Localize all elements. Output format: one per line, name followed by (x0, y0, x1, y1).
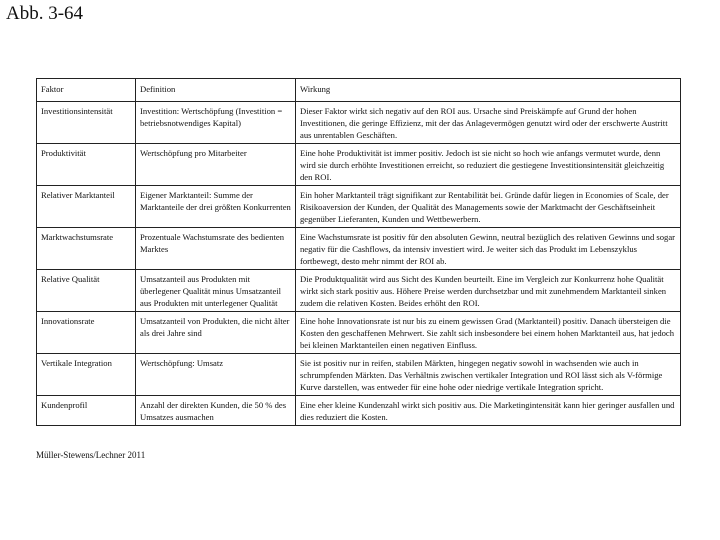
column-header-faktor: Faktor (37, 79, 136, 102)
faktor-table (36, 78, 681, 426)
cell-faktor: Relativer Marktanteil (37, 186, 136, 228)
cell-definition: Eigener Marktanteil: Summe der Marktanteile der drei größten Konkurrenten (136, 186, 296, 228)
cell-faktor: Marktwachstumsrate (37, 228, 136, 270)
table-header-row (37, 79, 681, 102)
cell-definition: Prozentuale Wachstumsrate des bedienten Marktes (136, 228, 296, 270)
cell-faktor: Produktivität (37, 144, 136, 186)
source-citation: Müller-Stewens/Lechner 2011 (36, 450, 146, 460)
cell-wirkung: Eine eher kleine Kundenzahl wirkt sich positiv aus. Die Marketingintensität kann hier geringer ausfallen und dies reduziert die Kosten. (296, 396, 681, 426)
cell-wirkung: Ein hoher Marktanteil trägt signifikant zur Rentabilität bei. Gründe dafür liegen in Economies of Scale, der Risikoaversion der Kunden, der Qualität des Managements sowie der Marktmacht der Geschäftseinheit gegenüber Lieferanten, Kunden und Wettbewerbern. (296, 186, 681, 228)
cell-definition: Umsatzanteil von Produkten, die nicht älter als drei Jahre sind (136, 312, 296, 354)
table-row (37, 144, 681, 186)
cell-definition: Wertschöpfung: Umsatz (136, 354, 296, 396)
cell-faktor: Investitionsintensität (37, 102, 136, 144)
table-row (37, 396, 681, 426)
cell-wirkung: Sie ist positiv nur in reifen, stabilen Märkten, hingegen negativ sowohl in wachsenden wie auch in schrumpfenden Märkten. Das Verhältnis zwischen vertikaler Integration und ROI lässt sich als V-förmige Kurve darstellen, was entweder für eine hohe oder niedrige vertikale Integration spricht. (296, 354, 681, 396)
cell-wirkung: Eine hohe Innovationsrate ist nur bis zu einem gewissen Grad (Marktanteil) positiv. Danach übersteigen die Kosten den geschaffenen Mehrwert. Sie zahlt sich insbesondere bei einem hohen Marktanteil aus, hat jedoch bei kleinen Marktanteilen einen negativen Einfluss. (296, 312, 681, 354)
column-header-definition: Definition (136, 79, 296, 102)
cell-faktor: Vertikale Integration (37, 354, 136, 396)
cell-faktor: Innovationsrate (37, 312, 136, 354)
cell-wirkung: Die Produktqualität wird aus Sicht des Kunden beurteilt. Eine im Vergleich zur Konkurrenz hohe Qualität wirkt sich stark positiv aus. Höhere Preise werden durchsetzbar und mit zunehmendem Marktanteil sinken zudem die relativen Kosten. Beides erhöht den ROI. (296, 270, 681, 312)
cell-definition: Umsatzanteil aus Produkten mit überlegener Qualität minus Umsatzanteil aus Produkten mit unterlegener Qualität (136, 270, 296, 312)
cell-definition: Anzahl der direkten Kunden, die 50 % des Umsatzes ausmachen (136, 396, 296, 426)
cell-definition: Investition: Wertschöpfung (Investition = betriebsnotwendiges Kapital) (136, 102, 296, 144)
table-row (37, 270, 681, 312)
page-title: Abb. 3-64 (6, 3, 84, 24)
cell-wirkung: Eine Wachstumsrate ist positiv für den absoluten Gewinn, neutral bezüglich des relativen Gewinns und sogar negativ für die Cashflows, da intensiv investiert wird. Je weiter sich das Produkt im Lebenszyklus fortbewegt, desto mehr nimmt der ROI ab. (296, 228, 681, 270)
cell-wirkung: Eine hohe Produktivität ist immer positiv. Jedoch ist sie nicht so hoch wie anfangs vermutet wurde, denn wird sie durch erhöhte Investitionen erreicht, so reduziert die gestiegene Investitionsintensität gleichzeitig den ROI. (296, 144, 681, 186)
cell-faktor: Relative Qualität (37, 270, 136, 312)
cell-wirkung: Dieser Faktor wirkt sich negativ auf den ROI aus. Ursache sind Preiskämpfe auf Grund der hohen Investitionen, die geringe Effizienz, mit der das Anlagevermögen genutzt wird oder der erschwerte Austritt aus unrentablen Geschäften. (296, 102, 681, 144)
table-row (37, 354, 681, 396)
cell-definition: Wertschöpfung pro Mitarbeiter (136, 144, 296, 186)
table-row (37, 228, 681, 270)
column-header-wirkung: Wirkung (296, 79, 681, 102)
table-row (37, 312, 681, 354)
table-row (37, 102, 681, 144)
cell-faktor: Kundenprofil (37, 396, 136, 426)
table-row (37, 186, 681, 228)
